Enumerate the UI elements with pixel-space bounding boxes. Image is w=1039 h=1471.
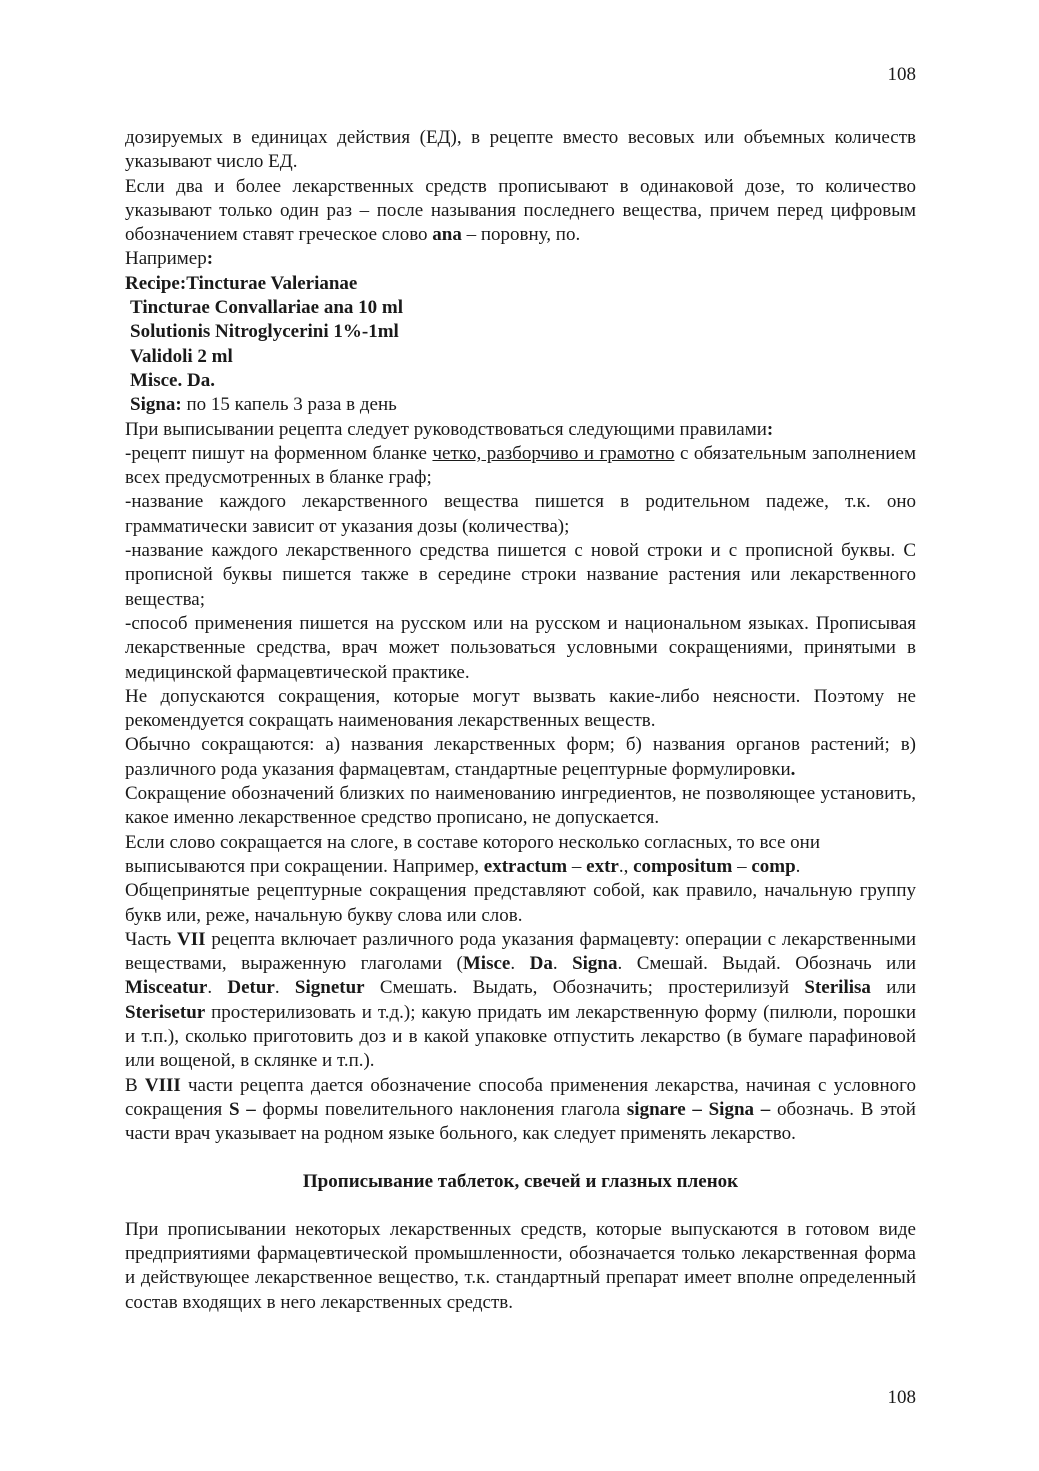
rule-1-text: -рецепт пишут на форменном бланке (125, 442, 433, 464)
p8-text-4: обозначь. В этой части врач указывает на родном языке больного, как следует применять лекарство. (125, 1098, 916, 1145)
term-detur: Detur (227, 977, 275, 999)
term-misce: Misce (462, 953, 511, 975)
recipe-line-2: Tincturae Convallariae ana 10 ml (130, 297, 404, 319)
paragraph-tablets: При прописывании некоторых лекарственных средств, которые выпускаются в готовом виде предприятиями фармацевтической промышленности, обозначается только лекарственная форма и действующее лекарственное вещество, т.к. стандартный препарат имеет вполне определенный состав входящих в него лекарственных средств. (125, 1218, 916, 1313)
paragraph-ana (125, 175, 916, 248)
rule-1-tail: с обязательным заполнением всех предусмотренных в бланке граф; (125, 442, 916, 489)
rule-1-underlined: четко, разборчиво и грамотно (432, 442, 675, 464)
paragraph-abbr-4 (125, 831, 916, 880)
term-s: S – (228, 1098, 256, 1120)
rule-1 (125, 442, 916, 491)
p7-text-2: рецепта включает различного рода указания фармацевту: операции с лекарственными веществами, выраженную глаголами ( (125, 928, 916, 975)
p7-text-7: . (274, 977, 295, 999)
p7-roman-vii: VII (177, 928, 206, 950)
paragraph-abbr-3: Сокращение обозначений близких по наименованию ингредиентов, не позволяющее установить, какое именно лекарственное средство прописано, не допускается. (125, 783, 916, 829)
term-extr: extr (586, 855, 619, 877)
p7-text-3: . (510, 953, 530, 975)
rules-intro-text: При выписывании рецепта следует руководствоваться следующими правилами (125, 418, 767, 440)
p8-text-3: формы повелительного наклонения глагола (255, 1098, 627, 1120)
p7-text-4: . (552, 953, 573, 975)
term-signare-signa: signare – Signa – (626, 1098, 771, 1120)
paragraph-abbr-1: Не допускаются сокращения, которые могут вызвать какие-либо неясности. Поэтому не рекомендуется сокращать наименования лекарственных веществ. (125, 685, 916, 732)
term-sterilisa: Sterilisa (804, 977, 871, 999)
term-extractum: extractum (483, 855, 568, 877)
page-number-bottom: 108 (887, 1387, 916, 1408)
rule-2: -название каждого лекарственного вещества пишется в родительном падеже, т.к. оно грамматически зависит от указания дозы (количества); (125, 491, 916, 537)
paragraph-abbr-4-text: Если слово сокращается на слоге, в составе которого несколько согласных, то все они выписываются при сокращении. Например, (125, 831, 821, 877)
rule-4: -способ применения пишется на русском или на русском и национальном языках. Прописывая лекарственные средства, врач может пользоваться условными сокращениями, принятыми в медицинской фармацевтической практике. (125, 612, 916, 683)
recipe-line-5: Misce. Da. (130, 369, 215, 391)
example-colon: : (206, 248, 214, 270)
rules-intro-colon: : (766, 418, 774, 440)
p7-text-1: Часть (125, 928, 177, 950)
term-signetur: Signetur (294, 977, 365, 999)
paragraph-part-8 (125, 1074, 916, 1147)
paragraph-ed: дозируемых в единицах действия (ЕД), в рецепте вместо весовых или объемных количеств указывают число ЕД. (125, 127, 916, 173)
end-dot: . (795, 855, 801, 877)
recipe-line-3: Solutionis Nitroglycerini 1%-1ml (130, 321, 399, 343)
paragraph-abbr-2 (125, 733, 916, 782)
p8-text-1: В (125, 1074, 145, 1096)
page-number-top: 108 (887, 64, 916, 85)
p7-text-8: Смешать. Выдать, Обозначить; простерилизуй (364, 977, 805, 999)
paragraph-abbr-2-text: Обычно сокращаются: а) названия лекарственных форм; б) названия органов растений; в) различного рода указания фармацевтам, стандартные рецептурные формулировки (125, 734, 916, 780)
paragraph-ana-tail: – поровну, по. (461, 224, 581, 246)
p7-text-6: . (207, 977, 228, 999)
p7-text-5: . Смешай. Выдай. Обозначь или (617, 953, 917, 975)
term-sterisetur: Sterisetur (125, 1001, 206, 1023)
document-body (125, 126, 916, 1315)
rules-intro (125, 418, 916, 442)
example-label-text: Например (125, 248, 207, 270)
rule-3: -название каждого лекарственного средства пишется с новой строки и с прописной буквы. С прописной буквы пишется также в середине строки название растения или лекарственного вещества; (125, 540, 916, 610)
dash-2: – (732, 855, 752, 877)
p7-text-10: простерилизовать и т.д.); какую придать им лекарственную форму (пилюли, порошки и т.п.), сколько приготовить доз и в какой упаковке отпустить лекарство (в бумаге парафиновой или вощеной, в склянке и т.п.). (125, 1001, 916, 1072)
signa-text: по 15 капель 3 раза в день (181, 394, 397, 416)
term-signa: Signa (572, 953, 618, 975)
p7-text-9: или (870, 977, 917, 999)
ana-term: ana (432, 224, 462, 246)
term-comp: comp (751, 855, 796, 877)
paragraph-abbr-5: Общепринятые рецептурные сокращения представляют собой, как правило, начальную группу букв или, реже, начальную букву слова или слов. (125, 880, 916, 926)
term-compositum: compositum (633, 855, 733, 877)
example-label (125, 247, 916, 271)
sep-1: ., (618, 855, 634, 877)
section-heading: Прописывание таблеток, свечей и глазных пленок (302, 1171, 739, 1193)
paragraph-part-7 (125, 928, 916, 1074)
signa-label: Signa: (130, 394, 182, 416)
recipe-line-4: Validoli 2 ml (130, 345, 233, 367)
paragraph-ana-text: Если два и более лекарственных средств прописывают в одинаковой дозе, то количество указывают только один раз – после называния последнего вещества, причем перед цифровым обозначением ставят греческое слово (125, 175, 916, 246)
recipe-line-1: Recipe:Tincturae Valerianae (125, 272, 358, 294)
term-misceatur: Misceatur (125, 977, 208, 999)
p8-text-2: части рецепта дается обозначение способа применения лекарства, начиная с условного сокращения (125, 1074, 916, 1120)
p8-roman-viii: VIII (144, 1074, 181, 1096)
dash-1: – (567, 855, 587, 877)
paragraph-abbr-2-dot: . (790, 758, 796, 780)
recipe-signa (125, 393, 916, 417)
term-da: Da (529, 953, 553, 975)
